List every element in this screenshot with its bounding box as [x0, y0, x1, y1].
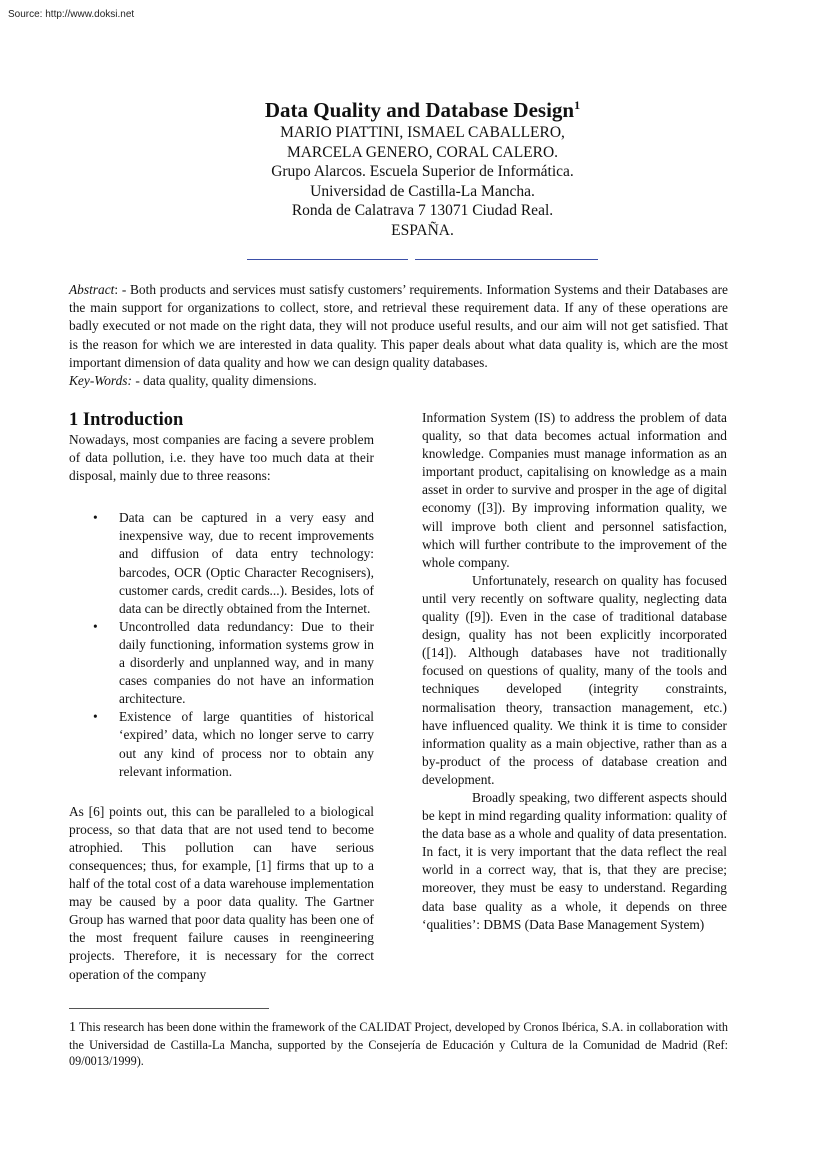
abstract-label: Abstract — [69, 282, 115, 297]
source-url: Source: http://www.doksi.net — [8, 9, 135, 20]
abstract — [69, 281, 728, 390]
title-divider-left — [247, 259, 408, 260]
reasons-list — [69, 509, 374, 780]
body-paragraph: Unfortunately, research on quality has focused until very recently on software quality, neglecting data quality ([9]). Even in the case of traditional database design, quality has not been explicitly incorporated ([14]). Although databases have not traditionally focused on questions of quality, many of the tools and techniques developed (integrity constraints, normalisation theory, transaction management, etc.) have influenced quality. We think it is time to consider information quality as a main objective, rather than as a by-product of the process of database creation and development. — [422, 572, 727, 787]
abstract-text: : - Both products and services must satisfy customers’ requirements. Information Systems and their Databases are the main support for organizations to collect, store, and retrieval these requirement data. If any of these operations are badly executed or not made on the right data, they will not produce useful results, and our aim will not get satisfied. That is the reason for which we are interested in data quality. This paper deals about what data quality is, which are the most important dimension of data quality and how we can design quality databases. — [69, 282, 728, 370]
footnote — [69, 1019, 728, 1070]
footnote-number: 1 — [69, 1020, 76, 1035]
list-item: • Data can be captured in a very easy and inexpensive way, due to recent improvements and diffusion of data entry technology: barcodes, OCR (Optic Character Recognisers), customer cards, credit cards...). Besides, lots of data can be directly obtained from the Internet. — [93, 510, 374, 616]
footnote-divider — [69, 1008, 269, 1009]
keywords-text: - data quality, quality dimensions. — [131, 373, 317, 389]
author-line: MARIO PIATTINI, ISMAEL CABALLERO, — [280, 124, 565, 141]
footnote-text: This research has been done within the framework of the CALIDAT Project, developed by Cronos Ibérica, S.A. in collaboration with the Universidad de Castilla-La Mancha, supported by the Consejería de Educación y Cultura de la Comunidad de Madrid (Ref: 09/0013/1999). — [69, 1020, 728, 1068]
body-paragraph: Broadly speaking, two different aspects should be kept in mind regarding quality information: quality of the data base as a whole and quality of data presentation. In fact, it is very important that the data reflect the real world in a correct way, that is, that they are precise; moreover, they must be easy to understand. Regarding data base quality as a whole, it depends on three ‘qualities’: DBMS (Data Base Management System) — [422, 789, 727, 932]
section-heading: 1 Introduction — [69, 410, 184, 430]
keywords-label: Key-Words: — [69, 373, 132, 389]
bullet-icon: • — [93, 510, 98, 526]
country-line: ESPAÑA. — [391, 221, 454, 239]
title-block — [0, 97, 827, 241]
intro-paragraph: Nowadays, most companies are facing a severe problem of data pollution, i.e. they have too much data at their disposal, mainly due to three reasons: — [69, 432, 374, 484]
affiliation-line: Universidad de Castilla-La Mancha. — [310, 182, 535, 200]
affiliation-line: Grupo Alarcos. Escuela Superior de Informática. — [271, 163, 574, 181]
title-footnote-mark: 1 — [574, 98, 581, 112]
address-line: Ronda de Calatrava 7 13071 Ciudad Real. — [291, 202, 554, 220]
author-line: MARCELA GENERO, CORAL CALERO. — [286, 143, 559, 161]
bullet-icon: • — [93, 709, 98, 725]
body-paragraph: As [6] points out, this can be paralleled to a biological process, so that data that are not used tend to become atrophied. This pollution can have serious consequences; thus, for example, [1] firms that up to a half of the total cost of a data warehouse implementation may be caused by a poor data quality. The Gartner Group has warned that poor data quality has been one of the most frequent failure causes in reengineering projects. Therefore, it is necessary for the correct operation of the company — [69, 803, 374, 982]
left-column — [69, 409, 374, 984]
list-item: • Uncontrolled data redundancy: Due to their daily functioning, information systems grow in a disorderly and unplanned way, and in many cases companies do not have an information architecture. — [93, 618, 374, 707]
body-paragraph: Information System (IS) to address the problem of data quality, so that data becomes actual information and knowledge. Companies must manage information as an important product, capitalising on knowledge as a main asset in order to survive and prosper in the age of digital economy ([3]). By improving information quality, we will improve both client and personnel satisfaction, which will further contribute to the improvement of the whole company. — [422, 410, 727, 570]
paper-title: Data Quality and Database Design$^1$ — [264, 98, 581, 122]
bullet-icon: • — [93, 618, 98, 634]
right-column — [422, 409, 727, 934]
title-divider-right — [415, 259, 598, 260]
list-item: • Existence of large quantities of historical ‘expired’ data, which no longer serve to carry out any kind of process nor to obtain any relevant information. — [93, 709, 374, 779]
